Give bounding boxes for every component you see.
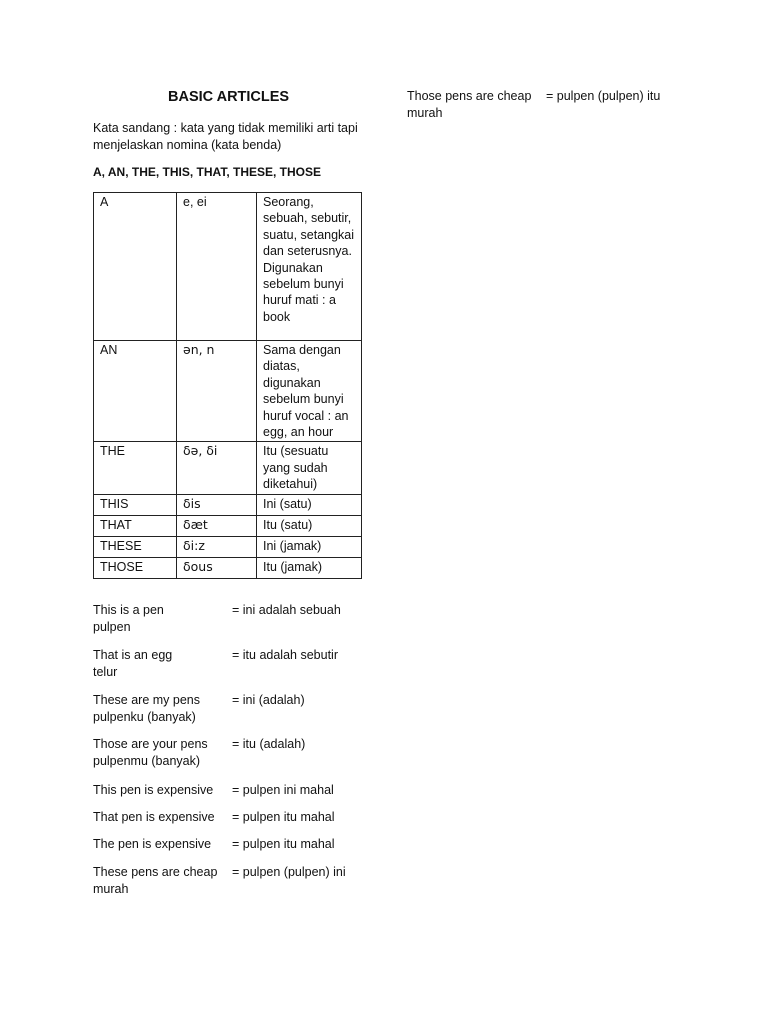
intro-definition: Kata sandang : kata yang tidak memiliki arti tapi menjelaskan nomina (kata benda) bbox=[93, 121, 358, 152]
article-pronunciation: δous bbox=[177, 557, 257, 578]
article-pronunciation: δis bbox=[177, 494, 257, 515]
example-translation: = pulpen (pulpen) itu bbox=[546, 89, 661, 103]
article-pronunciation: ən, n bbox=[177, 341, 257, 442]
example-continuation: pulpen bbox=[93, 620, 131, 634]
example-english: These pens are cheap bbox=[93, 865, 218, 879]
example-continuation: murah bbox=[93, 882, 129, 896]
example-translation: = ini (adalah) bbox=[232, 693, 305, 707]
example-item bbox=[93, 602, 373, 636]
article-pronunciation: δə, δi bbox=[177, 442, 257, 494]
article-meaning: Itu (sesuatu yang sudah diketahui) bbox=[257, 442, 362, 494]
article-meaning: Itu (jamak) bbox=[257, 557, 362, 578]
example-english: The pen is expensive bbox=[93, 837, 212, 851]
article-meaning: Ini (satu) bbox=[257, 494, 362, 515]
example-translation: = pulpen (pulpen) ini bbox=[232, 865, 346, 879]
article-word: THOSE bbox=[94, 557, 177, 578]
article-meaning: Seorang, sebuah, sebutir, suatu, setangkai dan seterusnya. Digunakan sebelum bunyi huruf mati : a book bbox=[257, 193, 362, 341]
article-meaning: Itu (satu) bbox=[257, 515, 362, 536]
table-row bbox=[94, 557, 362, 578]
example-continuation: telur bbox=[93, 665, 118, 679]
example-english: These are my pens bbox=[93, 693, 200, 707]
example-translation: = itu (adalah) bbox=[232, 737, 306, 751]
example-translation: = ini adalah sebuah bbox=[232, 603, 341, 617]
example-item bbox=[93, 692, 373, 726]
example-item bbox=[93, 864, 373, 898]
table-row bbox=[94, 494, 362, 515]
example-english: Those pens are cheap bbox=[407, 89, 532, 103]
table-row bbox=[94, 536, 362, 557]
example-translation: = pulpen itu mahal bbox=[232, 837, 335, 851]
example-english: That is an egg bbox=[93, 648, 173, 662]
right-column-example bbox=[407, 88, 677, 122]
table-row bbox=[94, 442, 362, 494]
articles-subheading: A, AN, THE, THIS, THAT, THESE, THOSE bbox=[93, 165, 322, 179]
example-translation: = itu adalah sebutir bbox=[232, 648, 338, 662]
example-item bbox=[93, 836, 373, 853]
article-word: THESE bbox=[94, 536, 177, 557]
table-row bbox=[94, 515, 362, 536]
example-english: This is a pen bbox=[93, 603, 164, 617]
article-word: THIS bbox=[94, 494, 177, 515]
article-word: THAT bbox=[94, 515, 177, 536]
example-continuation: pulpenmu (banyak) bbox=[93, 754, 201, 768]
example-continuation: pulpenku (banyak) bbox=[93, 710, 196, 724]
article-pronunciation: δi:z bbox=[177, 536, 257, 557]
example-translation: = pulpen itu mahal bbox=[232, 810, 335, 824]
example-english: This pen is expensive bbox=[93, 783, 214, 797]
table-row bbox=[94, 193, 362, 341]
example-translation: = pulpen ini mahal bbox=[232, 783, 334, 797]
example-item bbox=[93, 736, 373, 770]
article-pronunciation: e, ei bbox=[177, 193, 257, 341]
article-meaning: Ini (jamak) bbox=[257, 536, 362, 557]
example-continuation: murah bbox=[407, 106, 443, 120]
article-meaning: Sama dengan diatas, digunakan sebelum bunyi huruf vocal : an egg, an hour bbox=[257, 341, 362, 442]
example-item bbox=[93, 809, 373, 826]
articles-table bbox=[93, 192, 362, 579]
example-item bbox=[93, 782, 373, 799]
article-word: THE bbox=[94, 442, 177, 494]
article-word: AN bbox=[94, 341, 177, 442]
table-row bbox=[94, 341, 362, 442]
example-english: That pen is expensive bbox=[93, 810, 215, 824]
article-pronunciation: δæt bbox=[177, 515, 257, 536]
example-english: Those are your pens bbox=[93, 737, 208, 751]
article-word: A bbox=[94, 193, 177, 341]
example-item bbox=[93, 647, 373, 681]
document-title: BASIC ARTICLES bbox=[168, 89, 290, 105]
